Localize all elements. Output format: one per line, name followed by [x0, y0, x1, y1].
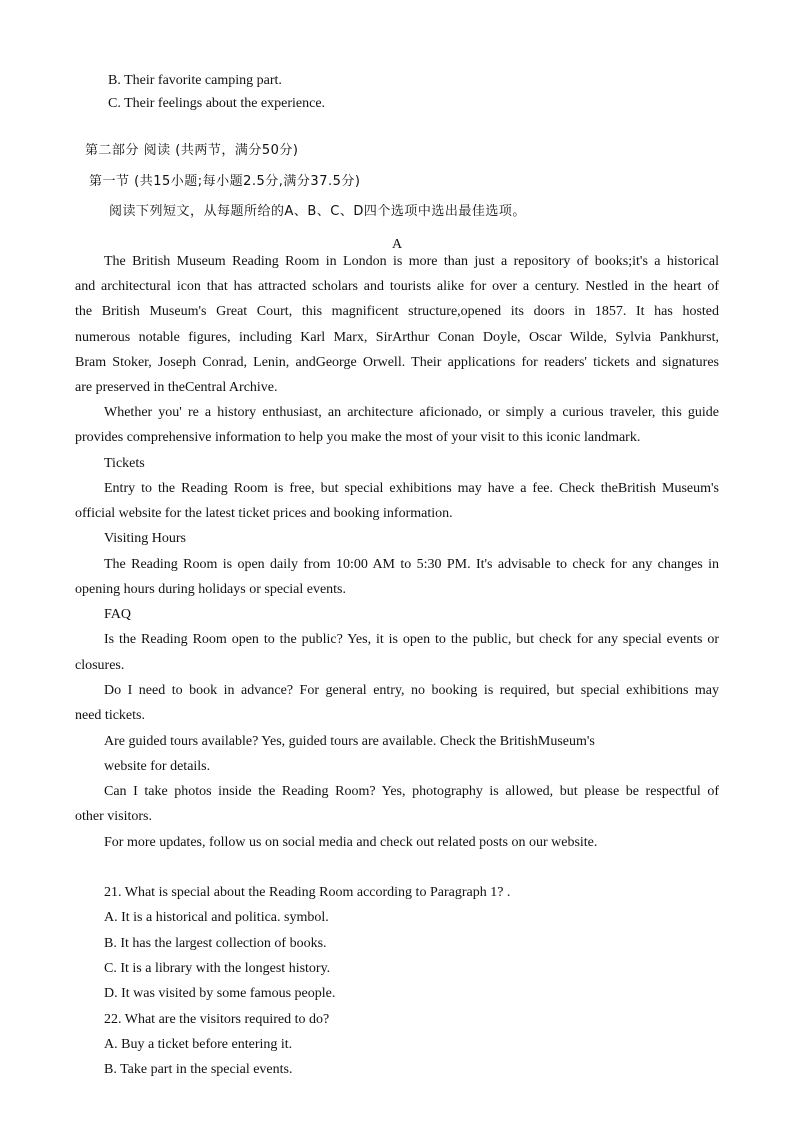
passage-p1-line: and architectural icon that has attracted scholars and tourists alike for over a century. Nestled in the heart of: [75, 279, 719, 294]
faq-item-line: need tickets.: [75, 708, 145, 723]
hours-line: opening hours during holidays or special events.: [75, 582, 347, 597]
tickets-line: Entry to the Reading Room is free, but special exhibitions may have a fee. Check theBritish Museum's: [104, 481, 719, 496]
prev-option-c: C. Their feelings about the experience.: [108, 96, 326, 111]
faq-heading: FAQ: [104, 607, 131, 622]
question-21-option-d: D. It was visited by some famous people.: [104, 986, 336, 1001]
section-heading: 第一节 (共15小题;每小题2.5分,满分37.5分): [89, 174, 361, 189]
faq-item-line: Is the Reading Room open to the public? Yes, it is open to the public, but check for any special events or: [104, 632, 719, 647]
hours-line: The Reading Room is open daily from 10:00 AM to 5:30 PM. It's advisable to check for any changes in: [104, 557, 719, 572]
hours-heading: Visiting Hours: [104, 531, 186, 546]
question-21-option-b: B. It has the largest collection of books.: [104, 936, 327, 951]
faq-item-line: website for details.: [104, 759, 211, 774]
passage-label: A: [391, 237, 403, 252]
passage-p2-line: provides comprehensive information to help you make the most of your visit to this iconic landmark.: [75, 430, 641, 445]
passage-p1-line: numerous notable figures, including Karl Marx, SirArthur Conan Doyle, Oscar Wilde, Sylvia Pankhurst,: [75, 330, 719, 345]
passage-p1-line: The British Museum Reading Room in London is more than just a repository of books;it's a historical: [104, 254, 719, 269]
passage-p2-line: Whether you' re a history enthusiast, an architecture aficionado, or simply a curious traveler, this guide: [104, 405, 719, 420]
closing-line: For more updates, follow us on social media and check out related posts on our website.: [104, 835, 598, 850]
faq-item-line: Can I take photos inside the Reading Room? Yes, photography is allowed, but please be respectful of: [104, 784, 719, 799]
question-21-option-c: C. It is a library with the longest history.: [104, 961, 331, 976]
passage-p1-line: Bram Stoker, Joseph Conrad, Lenin, andGeorge Orwell. Their applications for readers' tickets and signatures: [75, 355, 719, 370]
question-22-option-b: B. Take part in the special events.: [104, 1062, 293, 1077]
faq-item-line: Are guided tours available? Yes, guided tours are available. Check the BritishMuseum's: [104, 734, 595, 749]
question-21-option-a: A. It is a historical and politica. symbol.: [104, 910, 329, 925]
passage-p1-line: are preserved in theCentral Archive.: [75, 380, 278, 395]
passage-p1-line: the British Museum's Great Court, this magnificent structure,opened its doors in 1857. It has hosted: [75, 304, 719, 319]
part-heading: 第二部分 阅读 (共两节，满分50分): [85, 143, 299, 158]
faq-item-line: other visitors.: [75, 809, 152, 824]
question-22-option-a: A. Buy a ticket before entering it.: [104, 1037, 293, 1052]
prev-option-b: B. Their favorite camping part.: [108, 73, 282, 88]
question-22-stem: 22. What are the visitors required to do?: [104, 1012, 330, 1027]
faq-item-line: Do I need to book in advance? For general entry, no booking is required, but special exhibitions may: [104, 683, 719, 698]
instruction-text: 阅读下列短文，从每题所给的A、B、C、D四个选项中选出最佳选项。: [109, 204, 526, 219]
faq-item-line: closures.: [75, 658, 125, 673]
tickets-line: official website for the latest ticket prices and booking information.: [75, 506, 453, 521]
tickets-heading: Tickets: [104, 456, 145, 471]
question-21-stem: 21. What is special about the Reading Room according to Paragraph 1? .: [104, 885, 511, 900]
